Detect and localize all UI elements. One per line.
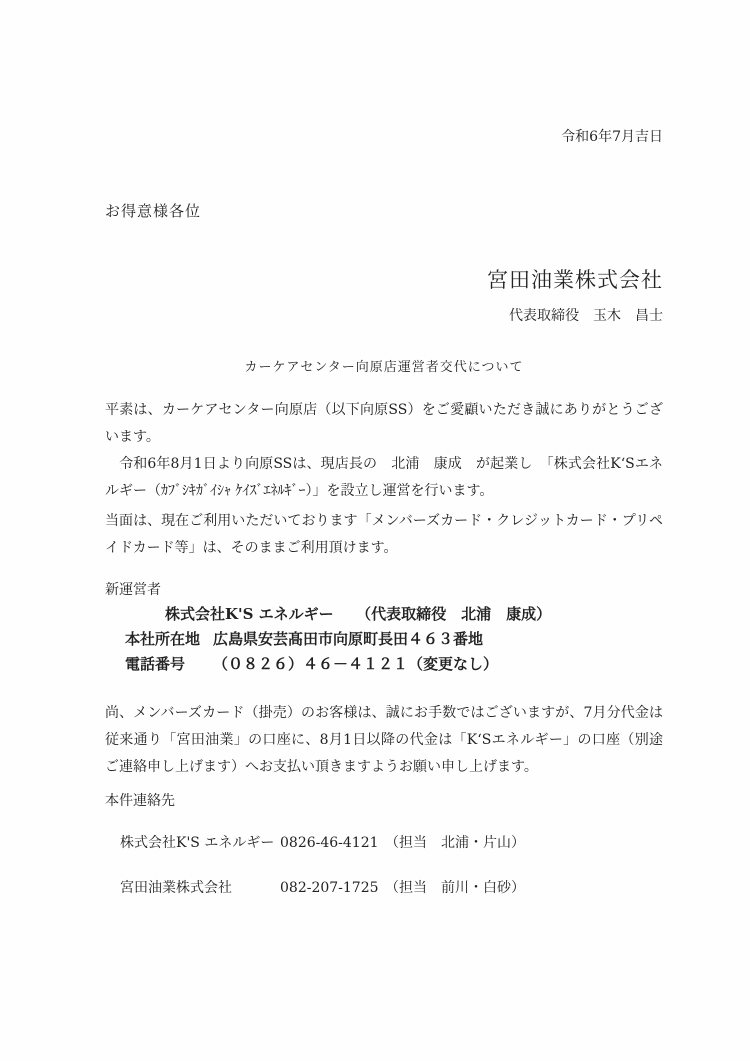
sender-representative: 代表取締役 玉木 昌士	[509, 308, 663, 324]
new-operator-label: 新運営者	[105, 582, 161, 598]
address-value: 広島県安芸髙田市向原町長田４６３番地	[213, 630, 484, 648]
paragraph-cards: 当面は、現在ご利用いただいております「メンバーズカード・クレジットカード・プリペイドカード等」は、そのままご利用頂けます。	[105, 513, 663, 556]
sender-company-name: 宮田油業株式会社	[487, 268, 663, 292]
contact-row	[105, 833, 663, 853]
contact-phone-number: 082-207-1725	[280, 880, 379, 896]
contact-phone-number: 0826-46-4121	[280, 835, 379, 851]
contacts-label: 本件連絡先	[105, 793, 175, 809]
paragraph-payment: 尚、メンバーズカード（掛売）のお客様は、誠にお手数ではございますが、7月分代金は従来通り「宮田油業」の口座に、8月1日以降の代金は「K‘Sエネルギー」の口座（別途ご連絡申し上げます）へお支払い頂きますようお願い申し上げます。	[105, 705, 663, 775]
new-operator-company-line: 株式会社K'S エネルギー （代表取締役 北浦 康成）	[165, 605, 552, 623]
contact-person: （担当 前川・白砂）	[385, 880, 525, 896]
address-label: 本社所在地	[125, 630, 201, 648]
document-title: カーケアセンター向原店運営者交代について	[244, 360, 524, 375]
recipient-line: お得意様各位	[105, 202, 202, 220]
phone-label: 電話番号	[125, 655, 186, 673]
contact-person: （担当 北浦・片山）	[385, 835, 525, 851]
contact-company: 宮田油業株式会社	[120, 880, 232, 896]
new-operator-phone-row	[105, 652, 663, 677]
contact-company: 株式会社K'S エネルギー	[120, 835, 275, 851]
contact-row	[105, 878, 663, 898]
new-operator-address-row	[105, 627, 663, 652]
paragraph-announcement: 令和6年8月1日より向原SSは、現店長の 北浦 康成 が起業し 「株式会社K‘Sエネルギー（ｶﾌﾞｼｷｶﾞｲｼｬ ｹｲｽﾞｴﾈﾙｷﾞｰ）」を設立し運営を行います。	[105, 456, 663, 499]
document-date: 令和6年7月吉日	[561, 129, 663, 145]
paragraph-greeting: 平素は、カーケアセンター向原店（以下向原SS）をご愛顧いただき誠にありがとうございます。	[105, 402, 663, 445]
phone-value: （０８２６）４６－４１２１（変更なし）	[213, 655, 499, 673]
